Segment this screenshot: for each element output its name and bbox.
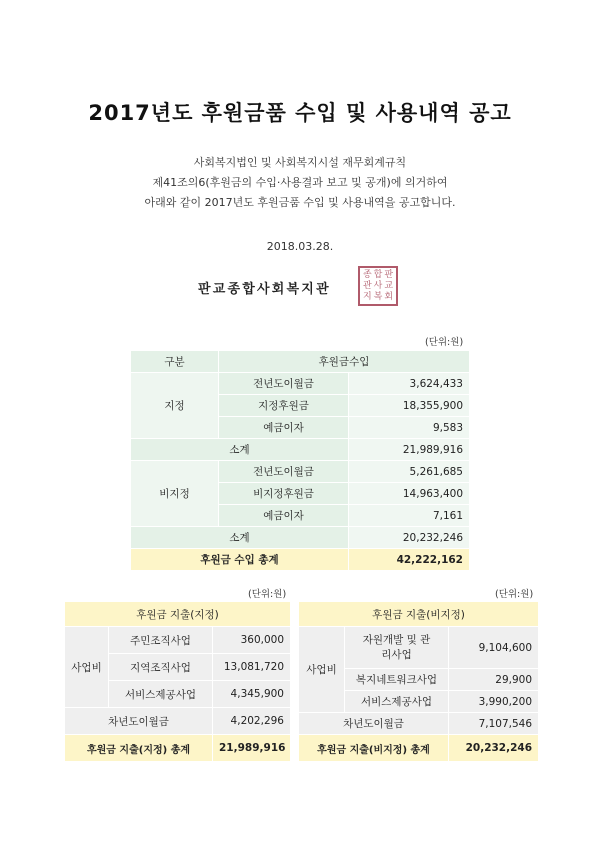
expense-designated-total-label: 후원금 지출(지정) 총계 xyxy=(65,735,213,762)
expense-item: 복지네트워크사업 xyxy=(345,669,449,691)
income-unit-label: (단위:원) xyxy=(425,337,464,348)
intro-line-2: 제41조의6(후원금의 수입·사용결과 보고 및 공개)에 의거하여 xyxy=(152,176,448,189)
income-amount: 9,583 xyxy=(349,417,470,439)
expense-designated-unit: (단위:원) xyxy=(248,589,287,600)
income-item: 전년도이월금 xyxy=(219,373,349,395)
expense-carryover: 7,107,546 xyxy=(449,713,539,735)
expense-non-designated-unit: (단위:원) xyxy=(495,589,534,600)
expense-item: 서비스제공사업 xyxy=(345,691,449,713)
expense-carryover: 4,202,296 xyxy=(213,708,291,735)
income-header-title: 후원금수입 xyxy=(219,351,470,373)
expense-non-designated-total: 20,232,246 xyxy=(449,735,539,762)
expense-amount: 360,000 xyxy=(213,627,291,654)
income-item: 예금이자 xyxy=(219,505,349,527)
non-designated-subtotal-label: 소계 xyxy=(131,527,349,549)
income-item: 예금이자 xyxy=(219,417,349,439)
income-item: 지정후원금 xyxy=(219,395,349,417)
income-total-label: 후원금 수입 총계 xyxy=(131,549,349,571)
expense-carryover-label: 차년도이월금 xyxy=(299,713,449,735)
expense-amount: 3,990,200 xyxy=(449,691,539,713)
announcement-date: 2018.03.28. xyxy=(266,240,334,253)
income-header-category: 구분 xyxy=(131,351,219,373)
expense-group-label: 사업비 xyxy=(65,627,109,708)
expense-designated-table xyxy=(64,601,291,762)
expense-non-designated-total-label: 후원금 지출(비지정) 총계 xyxy=(299,735,449,762)
income-item: 비지정후원금 xyxy=(219,483,349,505)
income-amount: 18,355,900 xyxy=(349,395,470,417)
official-seal: 종 합 판 관 사 교 지 복 회 xyxy=(358,266,398,306)
income-table xyxy=(130,350,470,571)
expense-item: 지역조직사업 xyxy=(109,654,213,681)
page-title: 2017년도 후원금품 수입 및 사용내역 공고 xyxy=(88,101,512,125)
organization-name: 판교종합사회복지관 xyxy=(198,282,331,297)
expense-amount: 29,900 xyxy=(449,669,539,691)
income-amount: 5,261,685 xyxy=(349,461,470,483)
expense-non-designated-table xyxy=(298,601,539,762)
designated-subtotal-label: 소계 xyxy=(131,439,349,461)
designated-label: 지정 xyxy=(131,373,219,439)
expense-item: 서비스제공사업 xyxy=(109,681,213,708)
intro-line-1: 사회복지법인 및 사회복지시설 재무회계규칙 xyxy=(193,156,407,169)
expense-item: 자원개발 및 관리사업 xyxy=(345,627,449,669)
income-total: 42,222,162 xyxy=(349,549,470,571)
non-designated-subtotal: 20,232,246 xyxy=(349,527,470,549)
income-item: 전년도이월금 xyxy=(219,461,349,483)
expense-carryover-label: 차년도이월금 xyxy=(65,708,213,735)
expense-item: 주민조직사업 xyxy=(109,627,213,654)
expense-designated-total: 21,989,916 xyxy=(213,735,291,762)
intro-text xyxy=(0,153,600,213)
expense-amount: 13,081,720 xyxy=(213,654,291,681)
expense-group-label: 사업비 xyxy=(299,627,345,713)
intro-line-3: 아래와 같이 2017년도 후원금품 수입 및 사용내역을 공고합니다. xyxy=(144,196,456,209)
non-designated-label: 비지정 xyxy=(131,461,219,527)
designated-subtotal: 21,989,916 xyxy=(349,439,470,461)
income-amount: 7,161 xyxy=(349,505,470,527)
expense-amount: 4,345,900 xyxy=(213,681,291,708)
expense-designated-header: 후원금 지출(지정) xyxy=(65,602,291,627)
income-amount: 14,963,400 xyxy=(349,483,470,505)
expense-non-designated-header: 후원금 지출(비지정) xyxy=(299,602,539,627)
expense-amount: 9,104,600 xyxy=(449,627,539,669)
income-amount: 3,624,433 xyxy=(349,373,470,395)
